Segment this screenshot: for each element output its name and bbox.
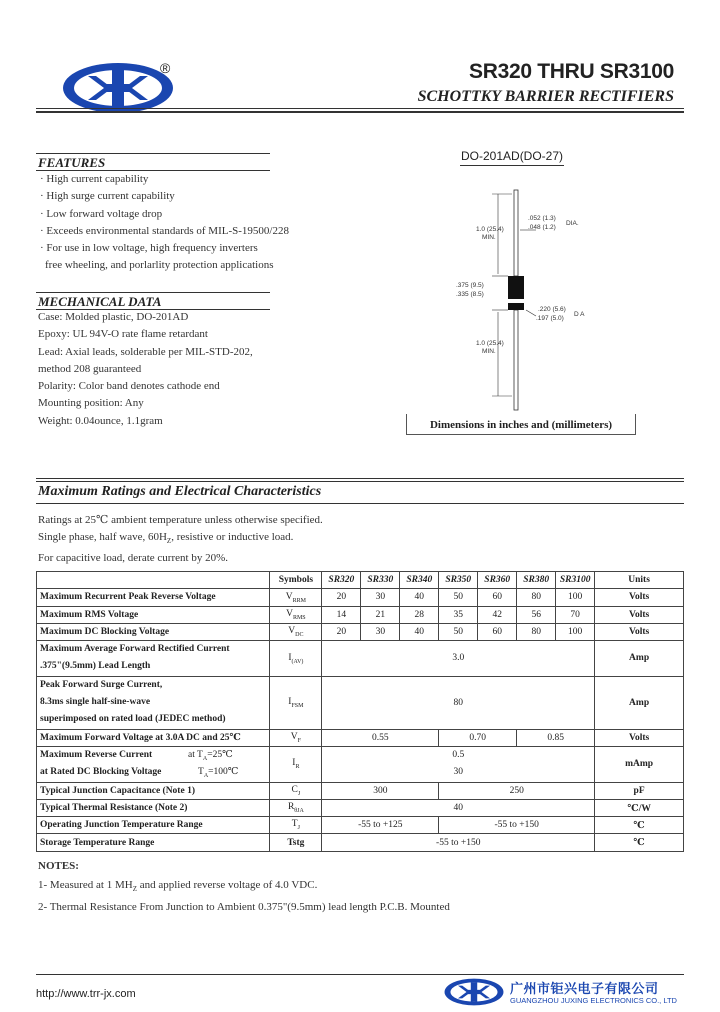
header-series: SR330 [361, 572, 400, 589]
condition-line: Ratings at 25℃ ambient temperature unless otherwise specified. [38, 514, 323, 526]
dim-lead-len2: 1.0 (25.4) [476, 340, 504, 347]
header-series: SR320 [322, 572, 361, 589]
feature-item: · Exceeds environmental standards of MIL-S-19500/228 [40, 224, 289, 237]
dim-lead-dia: .052 (1.3) [528, 215, 556, 222]
table-header-row [37, 572, 684, 589]
mech-item: Polarity: Color band denotes cathode end [38, 380, 220, 393]
dim-lead-len: 1.0 (25.4) [476, 226, 504, 233]
header-rule-thick [36, 111, 684, 113]
feature-item: · Low forward voltage drop [40, 207, 163, 220]
feature-item: · High surge current capability [40, 190, 175, 203]
company-logo [62, 62, 174, 114]
table-row: Maximum RMS Voltage $V_{RMS}$ 14 21 28 35 42 56 70 Volts [37, 606, 684, 623]
header-series: SR3100 [556, 572, 595, 589]
footer-logo [444, 976, 504, 1008]
notes-heading: NOTES: [38, 860, 79, 872]
mech-top-rule [36, 292, 270, 293]
feature-item: free wheeling, and porlarlity protection applications [45, 259, 274, 272]
ratings-heading: Maximum Ratings and Electrical Characteristics [38, 484, 322, 499]
features-list [40, 171, 289, 275]
header-param [37, 572, 270, 589]
lead-bottom [514, 310, 518, 410]
header-series: SR360 [478, 572, 517, 589]
mech-item: Lead: Axial leads, solderable per MIL-STD-202, [38, 345, 253, 358]
package-label-rule [460, 165, 564, 166]
feature-item: · High current capability [40, 173, 149, 185]
header-symbols: Symbols [270, 572, 322, 589]
mech-item: Epoxy: UL 94V-O rate flame retardant [38, 328, 208, 341]
dim-dia-label: DIA. [566, 220, 579, 227]
dim-body-len1: .375 (9.5) [456, 282, 484, 289]
header-series: SR350 [439, 572, 478, 589]
dimensions-caption: Dimensions in inches and (millimeters) [429, 419, 613, 431]
notes-section [38, 860, 450, 916]
mechanical-list [38, 309, 253, 430]
lead-top [514, 190, 518, 276]
header-series: SR380 [517, 572, 556, 589]
cathode-band [508, 299, 524, 303]
package-label: DO-201AD(DO-27) [461, 149, 564, 163]
table-row: Peak Forward Surge Current, 8.3ms single half-sine-wave superimposed on rated load (JEDEC method) $I_{FSM}$ 80 Amp [37, 676, 684, 729]
table-row: Maximum Reverse Current at $T_A=25℃$ at Rated DC Blocking Voltage $T_A=100℃$ $I_R$ 0.5 30 mAmp [37, 746, 684, 782]
dim-body-len2: .335 (8.5) [456, 291, 484, 298]
table-row: Maximum Recurrent Peak Reverse Voltage $V_{RRM}$ 20 30 40 50 60 80 100 Volts [37, 589, 684, 606]
table-row: Maximum Forward Voltage at 3.0A DC and 25℃ $V_F$ 0.55 0.70 0.85 Volts [37, 729, 684, 746]
condition-line: Single phase, half wave, $60H_Z$, resistive or inductive load. [38, 531, 294, 546]
table-row: Maximum DC Blocking Voltage $V_{DC}$ 20 30 40 50 60 80 100 Volts [37, 623, 684, 640]
page-subtitle: SCHOTTKY BARRIER RECTIFIERS [417, 88, 674, 105]
dim-lead-dia2: .048 (1.2) [528, 224, 556, 231]
note-item: 2- Thermal Resistance From Junction to Ambient 0.375"(9.5mm) lead length P.C.B. Mounted [38, 900, 450, 913]
features-heading: FEATURES [38, 155, 106, 170]
table-row: Maximum Average Forward Rectified Current .375"(9.5mm) Lead Length $I_{(AV)}$ 3.0 Amp [37, 641, 684, 677]
table-row: Typical Thermal Resistance (Note 2) $R_{\theta JA}$ 40 ℃/W [37, 799, 684, 816]
feature-item: · For use in low voltage, high frequency inverters [40, 242, 258, 255]
footer-company-cn: 广州市钜兴电子有限公司 [510, 982, 659, 997]
header-series: SR340 [400, 572, 439, 589]
table-row: Operating Junction Temperature Range $T_J$ -55 to +125 -55 to +150 ℃ [37, 817, 684, 834]
dim-body-dia-label: D A [574, 311, 585, 318]
footer-rule [36, 974, 684, 975]
header-rule [36, 108, 684, 109]
table-row: Typical Junction Capacitance (Note 1) $C_J$ 300 250 pF [37, 782, 684, 799]
note-item: 1- Measured at 1 $MH_Z$ and applied reverse voltage of 4.0 VDC. [38, 879, 318, 894]
mechanical-heading: MECHANICAL DATA [38, 294, 162, 309]
diode-body [508, 276, 524, 310]
ratings-heading-rule [36, 481, 684, 482]
mech-item: Mounting position: Any [38, 397, 144, 410]
mech-item: Case: Molded plastic, DO-201AD [38, 311, 189, 323]
ratings-conditions [38, 512, 323, 567]
table-row: Storage Temperature Range Tstg -55 to +150 ℃ [37, 834, 684, 851]
mech-item: Weight: 0.04ounce, 1.1gram [38, 414, 163, 427]
mech-item: method 208 guaranteed [38, 362, 142, 375]
footer-url-link[interactable]: http://www.trr-jx.com [36, 988, 136, 1000]
header-units: Units [595, 572, 684, 589]
page-title: SR320 THRU SR3100 [469, 60, 674, 83]
dim-min: MIN. [482, 234, 496, 241]
registered-mark: ® [160, 60, 171, 76]
ratings-table [36, 571, 684, 852]
dim-body-dia2: .197 (5.0) [536, 315, 564, 322]
dim-min2: MIN. [482, 348, 496, 355]
dim-body-dia1: .220 (5.6) [538, 306, 566, 313]
condition-line: For capacitive load, derate current by 20%. [38, 552, 228, 565]
package-outline-diagram [440, 170, 620, 415]
features-top-rule [36, 153, 270, 154]
footer-company-en: GUANGZHOU JUXING ELECTRONICS CO., LTD [510, 996, 677, 1005]
